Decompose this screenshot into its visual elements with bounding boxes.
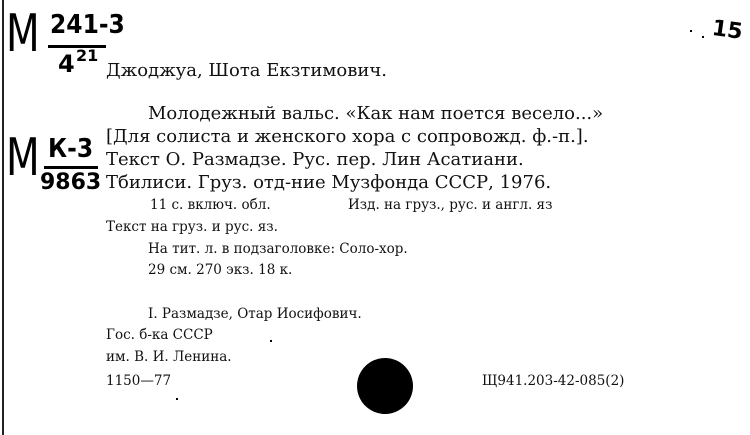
added-entry: I. Размадзе, Отар Иосифович.: [148, 306, 362, 322]
pagination: 11 с. включ. обл.: [150, 197, 271, 213]
title-line-1: Молодежный вальс. «Как нам поется весело...»: [148, 103, 604, 124]
punch-hole: [357, 358, 413, 414]
title-line-2: [Для солиста и женского хора с сопровожд. ф.-п.].: [106, 126, 589, 147]
library-line-2: им. В. И. Ленина.: [106, 349, 232, 365]
shelfmark-top-numerator: 241-3: [50, 10, 125, 40]
shelfmark-mid-divider: [44, 166, 98, 169]
shelfmark-mid-letter: М: [6, 128, 40, 188]
title-line-3: Текст О. Размадзе. Рус. пер. Лин Асатиани.: [106, 149, 524, 170]
shelfmark-top-letter: М: [6, 4, 40, 64]
speck: [270, 340, 272, 342]
speck: [690, 30, 692, 32]
speck: [702, 36, 704, 38]
speck: [176, 398, 178, 400]
title-line-4: Тбилиси. Груз. отд-ние Музфонда СССР, 1976.: [106, 172, 552, 193]
edition-note: Изд. на груз., рус. и англ. яз: [348, 197, 553, 213]
card-edge: [2, 0, 4, 435]
text-note: Текст на груз. и рус. яз.: [106, 219, 278, 235]
library-line-1: Гос. б-ка СССР: [106, 327, 213, 343]
corner-number: 15: [710, 15, 745, 46]
shelfmark-mid-numerator: К-3: [48, 134, 94, 164]
author-heading: Джоджуа, Шота Екзтимович.: [106, 60, 387, 81]
card-number: 1150—77: [106, 373, 172, 389]
subtitle-note: На тит. л. в подзаголовке: Соло-хор.: [148, 241, 408, 257]
shelfmark-top-denominator-sup: 21: [76, 46, 99, 65]
classmark: Щ941.203-42-085(2): [482, 373, 625, 389]
physical-description: 29 см. 270 экз. 18 к.: [148, 262, 293, 278]
shelfmark-mid-denominator: 9863: [40, 170, 102, 195]
shelfmark-top-denominator: 4: [58, 50, 75, 78]
